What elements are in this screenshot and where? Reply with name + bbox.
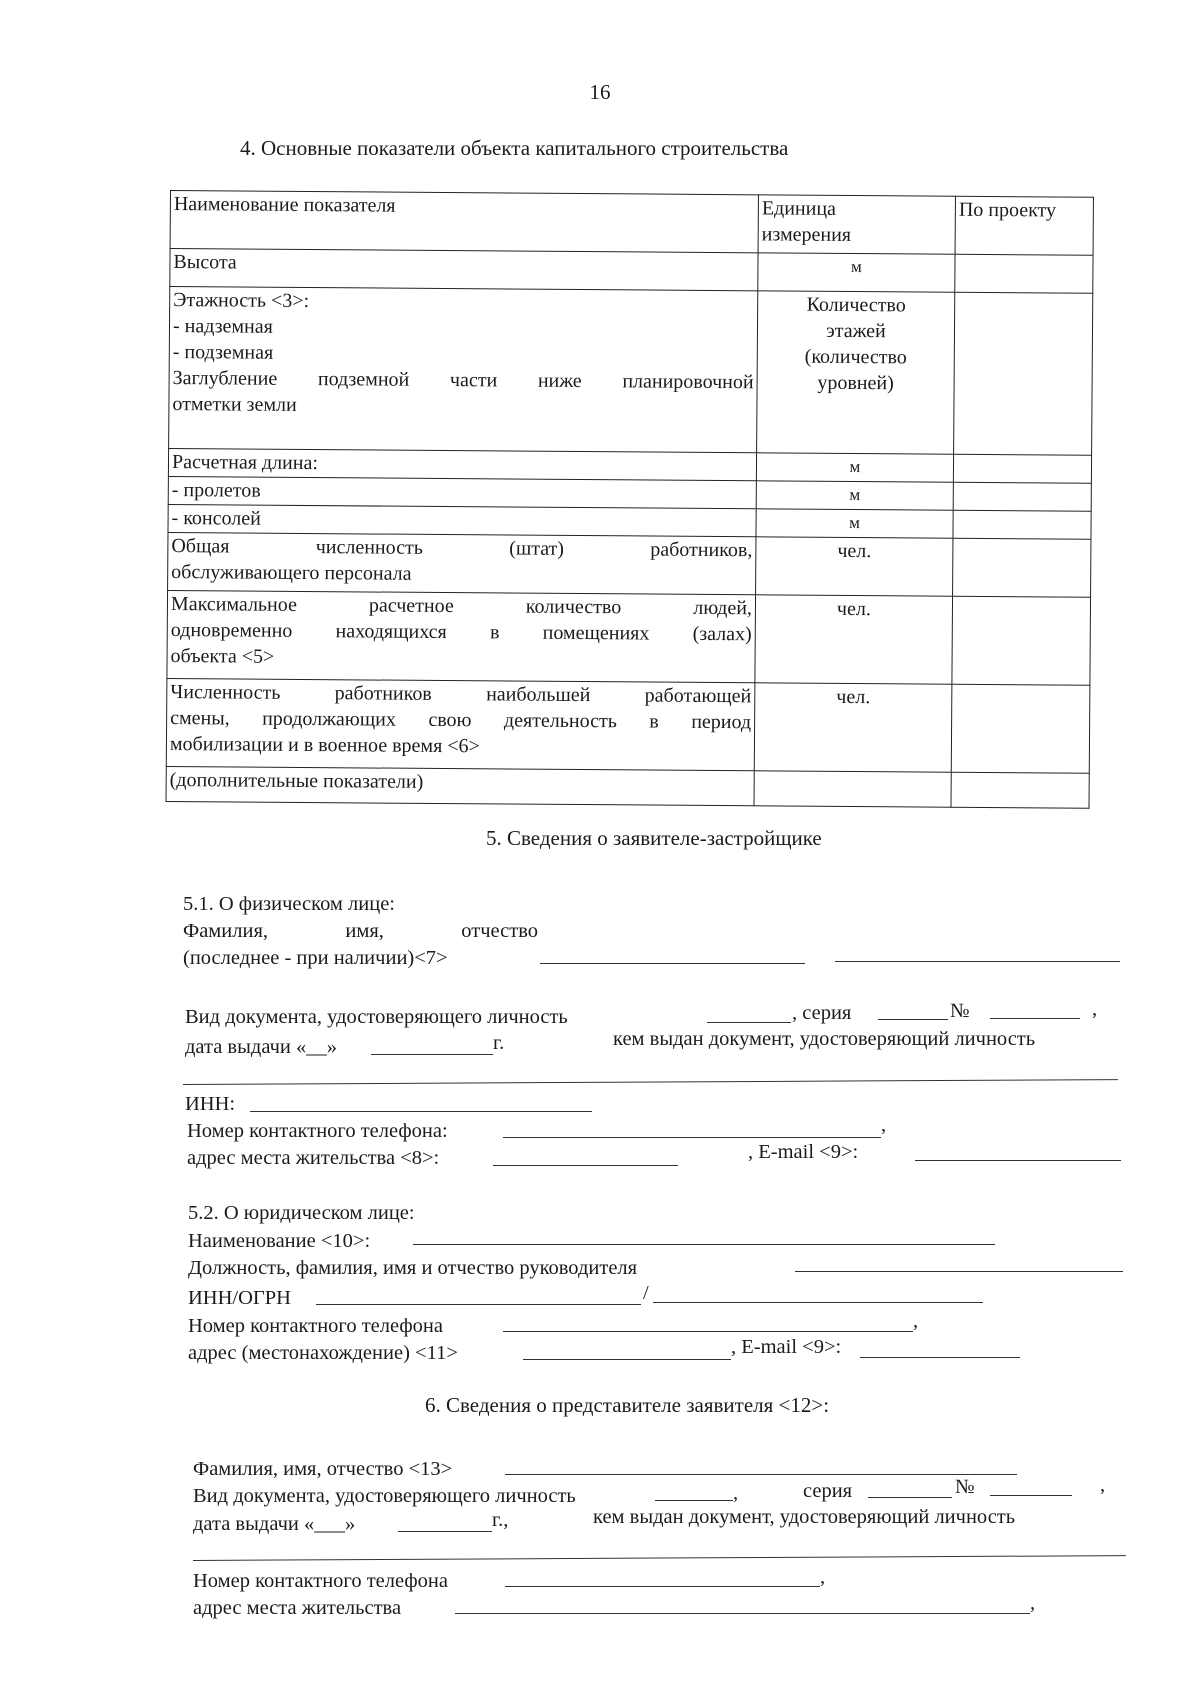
row-project-cell[interactable] <box>953 510 1091 539</box>
address-label: адрес места жительства <8>: <box>187 1147 440 1169</box>
column-header-name: Наименование показателя <box>170 191 758 253</box>
legal-email-field[interactable] <box>860 1357 1020 1358</box>
rep-issued-by-label: кем выдан документ, удостоверяющий личность <box>593 1506 1016 1528</box>
indicators-table-wrap <box>170 190 1093 801</box>
rep-phone-comma: , <box>820 1566 826 1588</box>
rep-issue-date-field[interactable] <box>398 1531 492 1532</box>
row-project-cell[interactable] <box>951 772 1089 808</box>
rep-number-sign: № <box>955 1476 975 1498</box>
row-name: - пролетов <box>168 476 756 508</box>
rep-address-label: адрес места жительства <box>193 1597 402 1619</box>
row-project-cell[interactable] <box>955 254 1093 293</box>
year-mark: г. <box>493 1032 505 1054</box>
row-unit: чел. <box>754 683 952 772</box>
row-unit: м <box>756 509 953 538</box>
row-unit: м <box>758 253 955 292</box>
legal-name-label: Наименование <10>: <box>188 1230 371 1252</box>
rep-doc-comma: , <box>733 1482 739 1504</box>
table-row-staff <box>168 532 1091 597</box>
inn-ogrn-slash: / <box>643 1282 649 1304</box>
row-unit: Количество этажей (количество уровней) <box>757 291 955 454</box>
row-name: Численность работников наибольшей работающей смены, продолжающих свою деятельность в период мобилизации и в военное время <6> <box>166 678 755 770</box>
column-header-project: По проекту <box>955 196 1093 255</box>
row-unit: м <box>756 453 953 482</box>
rep-series-field[interactable] <box>868 1497 952 1498</box>
issued-by-label: кем выдан документ, удостоверяющий личность <box>613 1028 1036 1050</box>
legal-address-label: адрес (местонахождение) <11> <box>188 1342 458 1364</box>
page-number: 16 <box>589 80 611 104</box>
phone-field[interactable] <box>503 1137 881 1138</box>
email-label: , E-mail <9>: <box>748 1141 859 1163</box>
issued-by-field[interactable] <box>183 1079 1118 1085</box>
rep-issue-date-label: дата выдачи «___» <box>193 1513 356 1535</box>
inn-ogrn-label: ИНН/ОГРН <box>188 1287 291 1309</box>
comma: , <box>1092 998 1098 1020</box>
row-name: Расчетная длина: <box>168 448 756 480</box>
rep-phone-label: Номер контактного телефона <box>193 1570 448 1592</box>
legal-phone-label: Номер контактного телефона <box>188 1315 443 1337</box>
rep-address-field[interactable] <box>455 1613 1030 1614</box>
row-project-cell[interactable] <box>951 684 1090 773</box>
table-row-additional <box>166 766 1089 808</box>
doc-type-label: Вид документа, удостоверяющего личность <box>185 1006 568 1028</box>
legal-title: 5.2. О юридическом лице: <box>188 1202 415 1224</box>
rep-year-mark: г., <box>492 1509 509 1531</box>
section-6-title: 6. Сведения о представителе заявителя <12>: <box>425 1393 830 1417</box>
series-field[interactable] <box>878 1019 948 1020</box>
rep-issued-by-field[interactable] <box>193 1555 1126 1561</box>
table-header-row <box>170 191 1093 256</box>
fio-note-label: (последнее - при наличии)<7> <box>183 947 448 969</box>
row-project-cell[interactable] <box>953 482 1091 511</box>
inn-field[interactable] <box>250 1111 592 1112</box>
legal-name-field[interactable] <box>413 1244 995 1245</box>
row-unit: чел. <box>755 595 953 684</box>
doc-type-field[interactable] <box>707 1022 791 1023</box>
legal-address-field[interactable] <box>523 1359 731 1360</box>
row-name: (дополнительные показатели) <box>166 766 754 805</box>
row-name: Этажность <3>: - надземная - подземная Заглубление подземной части ниже планировочной отметки земли <box>169 287 758 453</box>
legal-email-label: , E-mail <9>: <box>731 1336 842 1358</box>
column-header-unit: Единица измерения <box>758 195 955 254</box>
individual-title: 5.1. О физическом лице: <box>183 893 395 915</box>
inn-field-legal[interactable] <box>316 1304 641 1305</box>
row-name: Максимальное расчетное количество людей, одновременно находящихся в помещениях (залах) объекта <5> <box>167 590 756 682</box>
indicators-table <box>166 190 1094 809</box>
legal-phone-field[interactable] <box>503 1331 913 1332</box>
name-field[interactable] <box>835 961 1120 962</box>
phone-label: Номер контактного телефона: <box>187 1120 448 1142</box>
table-row-shift-workers <box>166 678 1090 773</box>
row-unit: м <box>756 481 953 510</box>
ogrn-field[interactable] <box>653 1302 983 1303</box>
rep-doc-type-label: Вид документа, удостоверяющего личность <box>193 1485 576 1507</box>
row-project-cell[interactable] <box>953 538 1091 597</box>
issue-date-field[interactable] <box>371 1054 493 1055</box>
rep-number-comma: , <box>1100 1474 1106 1496</box>
rep-doc-type-field[interactable] <box>655 1500 733 1501</box>
head-field[interactable] <box>795 1271 1123 1272</box>
issue-date-label: дата выдачи «__» <box>185 1036 337 1058</box>
surname-field[interactable] <box>540 963 805 964</box>
rep-phone-field[interactable] <box>505 1586 820 1587</box>
rep-series-label: серия <box>803 1480 853 1502</box>
number-sign: № <box>950 1000 970 1022</box>
rep-fio-field[interactable] <box>505 1474 1017 1475</box>
table-row-max-people <box>167 590 1091 685</box>
legal-phone-comma: , <box>913 1310 919 1332</box>
row-project-cell[interactable] <box>953 454 1091 483</box>
fio-label: Фамилия, имя, отчество <box>183 920 538 942</box>
rep-address-comma: , <box>1030 1592 1036 1614</box>
row-unit: чел. <box>756 537 953 596</box>
section-4-title: 4. Основные показатели объекта капитального строительства <box>240 136 789 160</box>
email-field[interactable] <box>915 1160 1121 1161</box>
row-unit[interactable] <box>754 771 951 807</box>
section-5-title: 5. Сведения о заявителе-застройщике <box>486 826 822 850</box>
table-row-floors <box>169 287 1093 456</box>
inn-label: ИНН: <box>185 1093 236 1115</box>
number-field[interactable] <box>990 1018 1080 1019</box>
row-project-cell[interactable] <box>954 292 1093 455</box>
series-label: , серия <box>792 1002 852 1024</box>
rep-number-field[interactable] <box>990 1495 1072 1496</box>
address-field[interactable] <box>493 1165 678 1166</box>
row-project-cell[interactable] <box>952 596 1091 685</box>
row-name: Высота <box>170 249 758 291</box>
row-name: Общая численность (штат) работников, обслуживающего персонала <box>168 532 756 594</box>
row-name: - консолей <box>168 504 756 536</box>
head-label: Должность, фамилия, имя и отчество руководителя <box>188 1257 638 1279</box>
rep-fio-label: Фамилия, имя, отчество <13> <box>193 1458 453 1480</box>
phone-comma: , <box>881 1114 887 1136</box>
